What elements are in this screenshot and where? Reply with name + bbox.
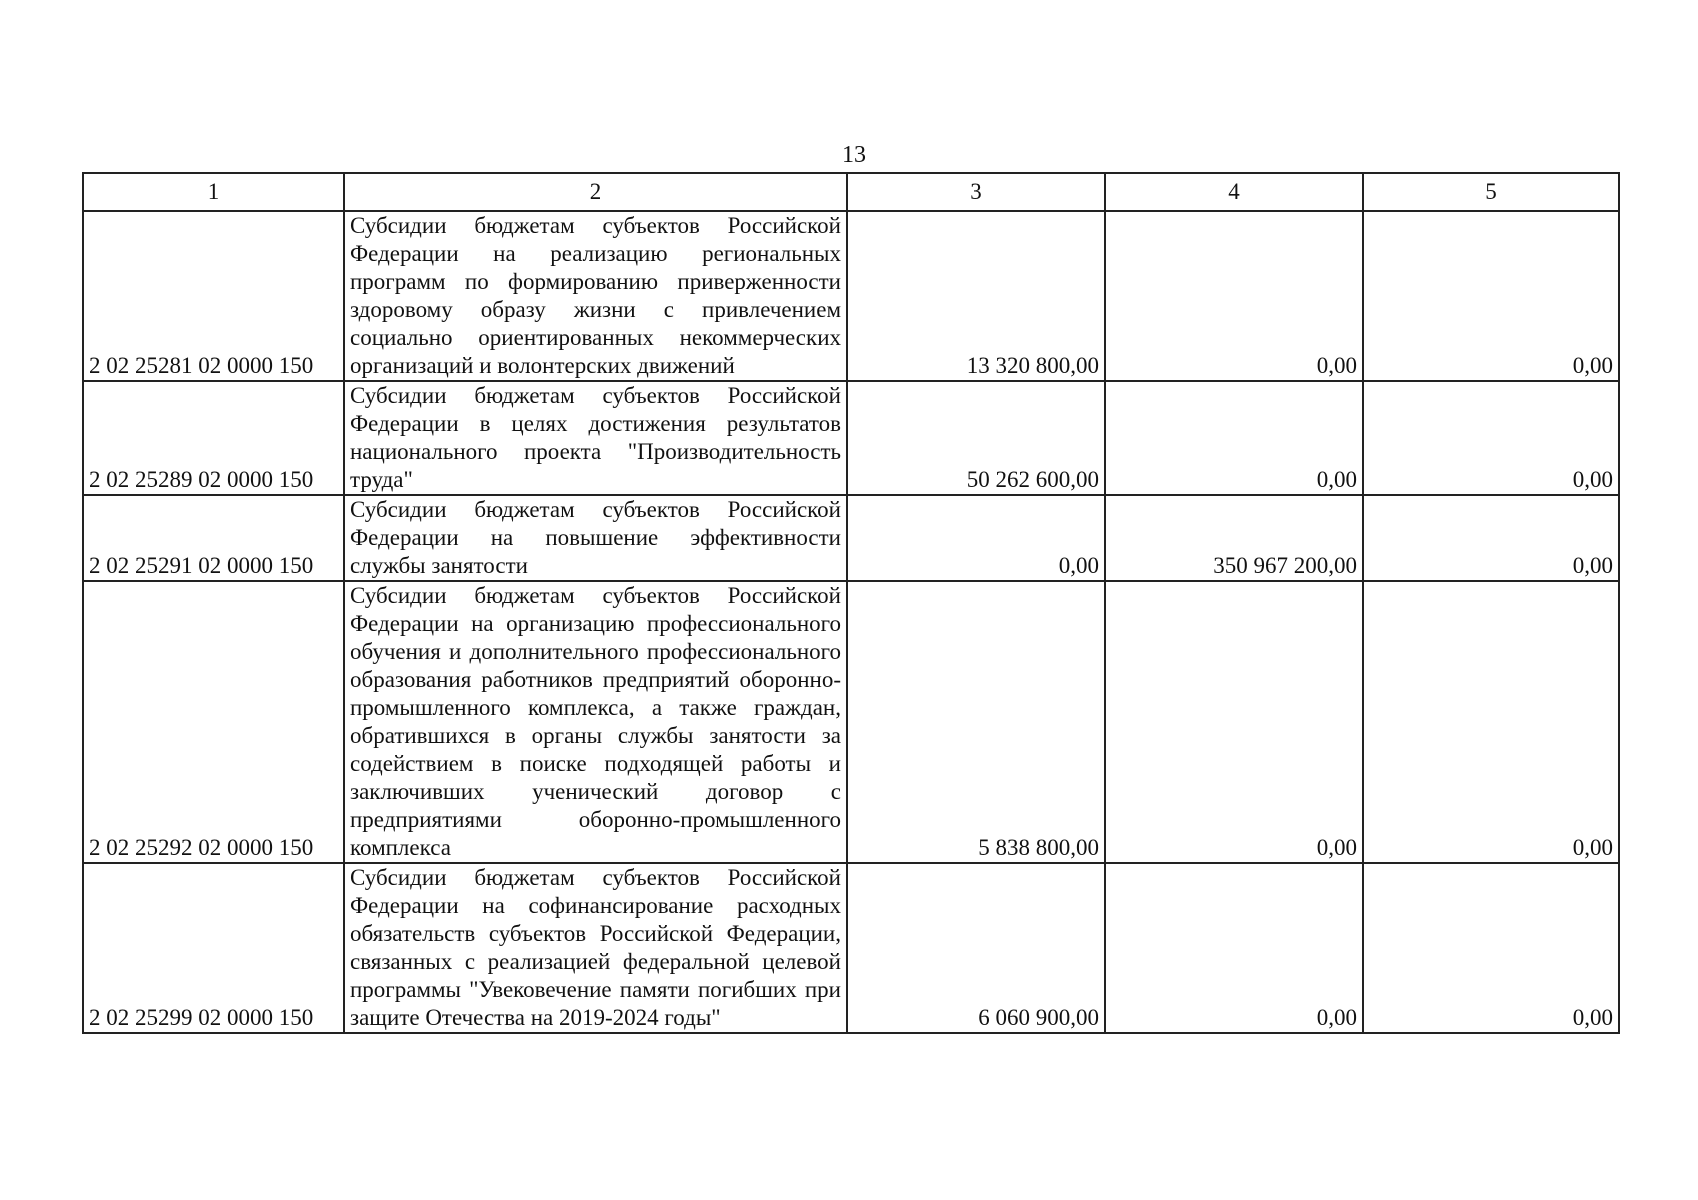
column-header: 1 <box>83 173 344 211</box>
budget-table <box>82 172 1620 1034</box>
amount-col5: 0,00 <box>1363 581 1619 863</box>
amount-col3: 5 838 800,00 <box>847 581 1105 863</box>
row-description: Субсидии бюджетам субъектов Российской Федерации на организацию профессионального обучения и дополнительного профессионального образования работников предприятий оборонно-промышленного комплекса, а также граждан, обратившихся в органы службы занятости за содействием в поиске подходящей работы и заключивших ученический договор с предприятиями оборонно-промышленного комплекса <box>344 581 847 863</box>
budget-code: 2 02 25281 02 0000 150 <box>83 211 344 381</box>
amount-col3: 6 060 900,00 <box>847 863 1105 1033</box>
amount-col4: 0,00 <box>1105 381 1363 495</box>
amount-col4: 0,00 <box>1105 581 1363 863</box>
budget-code: 2 02 25292 02 0000 150 <box>83 581 344 863</box>
header-row <box>83 173 1619 211</box>
budget-code: 2 02 25291 02 0000 150 <box>83 495 344 581</box>
table-row <box>83 381 1619 495</box>
row-description: Субсидии бюджетам субъектов Российской Федерации в целях достижения результатов национального проекта "Производительность труда" <box>344 381 847 495</box>
page-number: 13 <box>842 142 866 168</box>
amount-col5: 0,00 <box>1363 495 1619 581</box>
table-row <box>83 211 1619 381</box>
amount-col4: 350 967 200,00 <box>1105 495 1363 581</box>
amount-col5: 0,00 <box>1363 381 1619 495</box>
column-header: 2 <box>344 173 847 211</box>
budget-code: 2 02 25299 02 0000 150 <box>83 863 344 1033</box>
table-row <box>83 495 1619 581</box>
column-header: 3 <box>847 173 1105 211</box>
amount-col3: 50 262 600,00 <box>847 381 1105 495</box>
column-header: 4 <box>1105 173 1363 211</box>
row-description: Субсидии бюджетам субъектов Российской Федерации на повышение эффективности службы занятости <box>344 495 847 581</box>
row-description: Субсидии бюджетам субъектов Российской Федерации на реализацию региональных программ по формированию приверженности здоровому образу жизни с привлечением социально ориентированных некоммерческих организаций и волонтерских движений <box>344 211 847 381</box>
column-header: 5 <box>1363 173 1619 211</box>
table-row <box>83 863 1619 1033</box>
amount-col3: 13 320 800,00 <box>847 211 1105 381</box>
budget-code: 2 02 25289 02 0000 150 <box>83 381 344 495</box>
amount-col5: 0,00 <box>1363 211 1619 381</box>
amount-col5: 0,00 <box>1363 863 1619 1033</box>
amount-col4: 0,00 <box>1105 863 1363 1033</box>
row-description: Субсидии бюджетам субъектов Российской Федерации на софинансирование расходных обязательств субъектов Российской Федерации, связанных с реализацией федеральной целевой программы "Увековечение памяти погибших при защите Отечества на 2019-2024 годы" <box>344 863 847 1033</box>
table-row <box>83 581 1619 863</box>
amount-col3: 0,00 <box>847 495 1105 581</box>
amount-col4: 0,00 <box>1105 211 1363 381</box>
